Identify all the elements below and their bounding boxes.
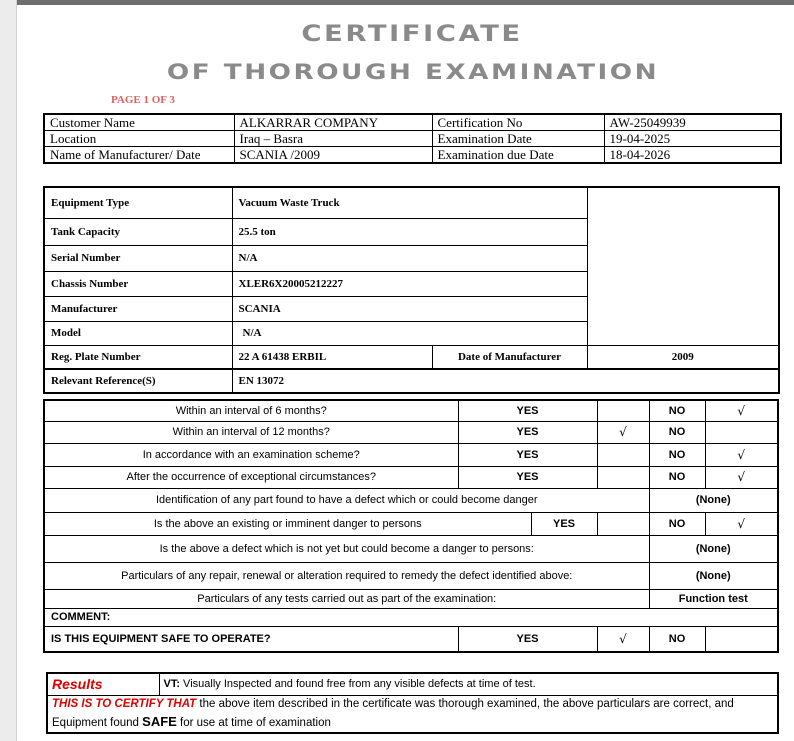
comment-label: COMMENT: bbox=[44, 608, 778, 626]
no-label: NO bbox=[649, 466, 705, 488]
vt-cell bbox=[159, 673, 778, 695]
certify-statement bbox=[47, 695, 778, 733]
model-label: Model bbox=[44, 321, 232, 345]
tank-capacity-label: Tank Capacity bbox=[44, 218, 232, 245]
manufacturer-label: Manufacturer bbox=[44, 296, 232, 321]
no-label: NO bbox=[649, 626, 705, 652]
plate-label: Reg. Plate Number bbox=[44, 345, 232, 369]
question-repair: Particulars of any repair, renewal or alteration required to remedy the defect identified above: bbox=[44, 562, 649, 589]
reference-label: Relevant Reference(S) bbox=[44, 369, 232, 393]
table-row bbox=[44, 512, 778, 535]
yes-check[interactable] bbox=[597, 443, 649, 466]
no-check[interactable] bbox=[705, 421, 778, 443]
table-row bbox=[44, 466, 778, 488]
customer-info-table bbox=[43, 113, 782, 164]
answer-function-test: Function test bbox=[649, 589, 778, 608]
answer-none: (None) bbox=[649, 488, 778, 512]
question-future-danger: Is the above a defect which is not yet but could become a danger to persons: bbox=[44, 535, 649, 562]
yes-label: YES bbox=[458, 443, 597, 466]
certify-label: THIS IS TO CERTIFY THAT bbox=[52, 697, 197, 710]
certificate-subtitle: OF THOROUGH EXAMINATION bbox=[166, 60, 660, 84]
table-row bbox=[44, 369, 779, 393]
customer-label: Customer Name bbox=[44, 114, 234, 131]
no-check-tick-icon[interactable]: √ bbox=[705, 512, 778, 535]
no-check[interactable] bbox=[705, 626, 778, 652]
question-6-months: Within an interval of 6 months? bbox=[44, 400, 458, 421]
equipment-table bbox=[43, 186, 780, 394]
equipment-type-label: Equipment Type bbox=[44, 187, 232, 218]
certify-text-2: for use at time of examination bbox=[176, 716, 331, 729]
safe-word: SAFE bbox=[142, 713, 177, 729]
table-row bbox=[44, 400, 778, 421]
plate-value: 22 A 61438 ERBIL bbox=[232, 345, 432, 369]
yes-check-tick-icon[interactable]: √ bbox=[597, 626, 649, 652]
vt-label: VT: bbox=[163, 678, 180, 691]
results-label: Results bbox=[47, 673, 159, 695]
table-row bbox=[44, 114, 781, 131]
certificate-title: CERTIFICATE bbox=[301, 22, 523, 47]
certify-text-1: the above item described in the certificate was thorough examined, the above particulars are correct, and Equipment found bbox=[52, 697, 734, 729]
tank-capacity-value: 25.5 ton bbox=[232, 218, 587, 245]
photo-area bbox=[587, 187, 779, 345]
table-row bbox=[47, 695, 778, 733]
table-row bbox=[47, 673, 778, 695]
window-top-bar bbox=[0, 0, 794, 5]
manufacturer-value: SCANIA bbox=[232, 296, 587, 321]
answer-none: (None) bbox=[649, 562, 778, 589]
no-check-tick-icon[interactable]: √ bbox=[705, 466, 778, 488]
equipment-type-value: Vacuum Waste Truck bbox=[232, 187, 587, 218]
page-left-margin bbox=[0, 0, 17, 741]
question-defect-identification: Identification of any part found to have a defect which or could become danger bbox=[44, 488, 649, 512]
exam-date-value: 19-04-2025 bbox=[604, 131, 781, 147]
answer-none: (None) bbox=[649, 535, 778, 562]
table-row bbox=[44, 488, 778, 512]
reference-value: EN 13072 bbox=[232, 369, 779, 393]
customer-value: ALKARRAR COMPANY bbox=[234, 114, 432, 131]
no-check-tick-icon[interactable]: √ bbox=[705, 400, 778, 421]
table-row bbox=[44, 562, 778, 589]
no-label: NO bbox=[649, 400, 705, 421]
question-exam-scheme: In accordance with an examination scheme? bbox=[44, 443, 458, 466]
yes-label: YES bbox=[458, 400, 597, 421]
vt-text: Visually Inspected and found free from any visible defects at time of test. bbox=[180, 678, 536, 691]
table-row bbox=[44, 443, 778, 466]
exam-date-label: Examination Date bbox=[432, 131, 604, 147]
no-label: NO bbox=[649, 512, 705, 535]
dom-label: Date of Manufacturer bbox=[432, 345, 587, 369]
table-row bbox=[44, 626, 778, 652]
serial-value: N/A bbox=[232, 245, 587, 271]
table-row bbox=[44, 187, 779, 218]
chassis-label: Chassis Number bbox=[44, 271, 232, 296]
location-value: Iraq – Basra bbox=[234, 131, 432, 147]
question-exceptional: After the occurrence of exceptional circumstances? bbox=[44, 466, 458, 488]
question-12-months: Within an interval of 12 months? bbox=[44, 421, 458, 443]
table-row bbox=[44, 345, 779, 369]
serial-label: Serial Number bbox=[44, 245, 232, 271]
no-check-tick-icon[interactable]: √ bbox=[705, 443, 778, 466]
cert-label: Certification No bbox=[432, 114, 604, 131]
manufacturer-label: Name of Manufacturer/ Date bbox=[44, 147, 234, 164]
table-row bbox=[44, 131, 781, 147]
due-date-value: 18-04-2026 bbox=[604, 147, 781, 164]
safe-question: IS THIS EQUIPMENT SAFE TO OPERATE? bbox=[44, 626, 458, 652]
table-row bbox=[44, 589, 778, 608]
cert-value: AW-25049939 bbox=[604, 114, 781, 131]
yes-check[interactable] bbox=[597, 466, 649, 488]
chassis-value: XLER6X20005212227 bbox=[232, 271, 587, 296]
dom-value: 2009 bbox=[587, 345, 779, 369]
table-row bbox=[44, 421, 778, 443]
table-row bbox=[44, 147, 781, 164]
due-date-label: Examination due Date bbox=[432, 147, 604, 164]
question-tests: Particulars of any tests carried out as part of the examination: bbox=[44, 589, 649, 608]
yes-label: YES bbox=[458, 421, 597, 443]
yes-check-tick-icon[interactable]: √ bbox=[597, 421, 649, 443]
yes-label: YES bbox=[531, 512, 597, 535]
location-label: Location bbox=[44, 131, 234, 147]
page-number: PAGE 1 OF 3 bbox=[111, 94, 175, 106]
manufacturer-value: SCANIA /2009 bbox=[234, 147, 432, 164]
table-row bbox=[44, 535, 778, 562]
table-row bbox=[44, 608, 778, 626]
yes-label: YES bbox=[458, 466, 597, 488]
examination-questions-table bbox=[43, 399, 779, 653]
results-table bbox=[46, 672, 779, 734]
question-existing-danger: Is the above an existing or imminent danger to persons bbox=[44, 512, 531, 535]
yes-label: YES bbox=[458, 626, 597, 652]
no-label: NO bbox=[649, 443, 705, 466]
yes-check[interactable] bbox=[597, 512, 649, 535]
yes-check[interactable] bbox=[597, 400, 649, 421]
no-label: NO bbox=[649, 421, 705, 443]
model-value: N/A bbox=[232, 321, 587, 345]
